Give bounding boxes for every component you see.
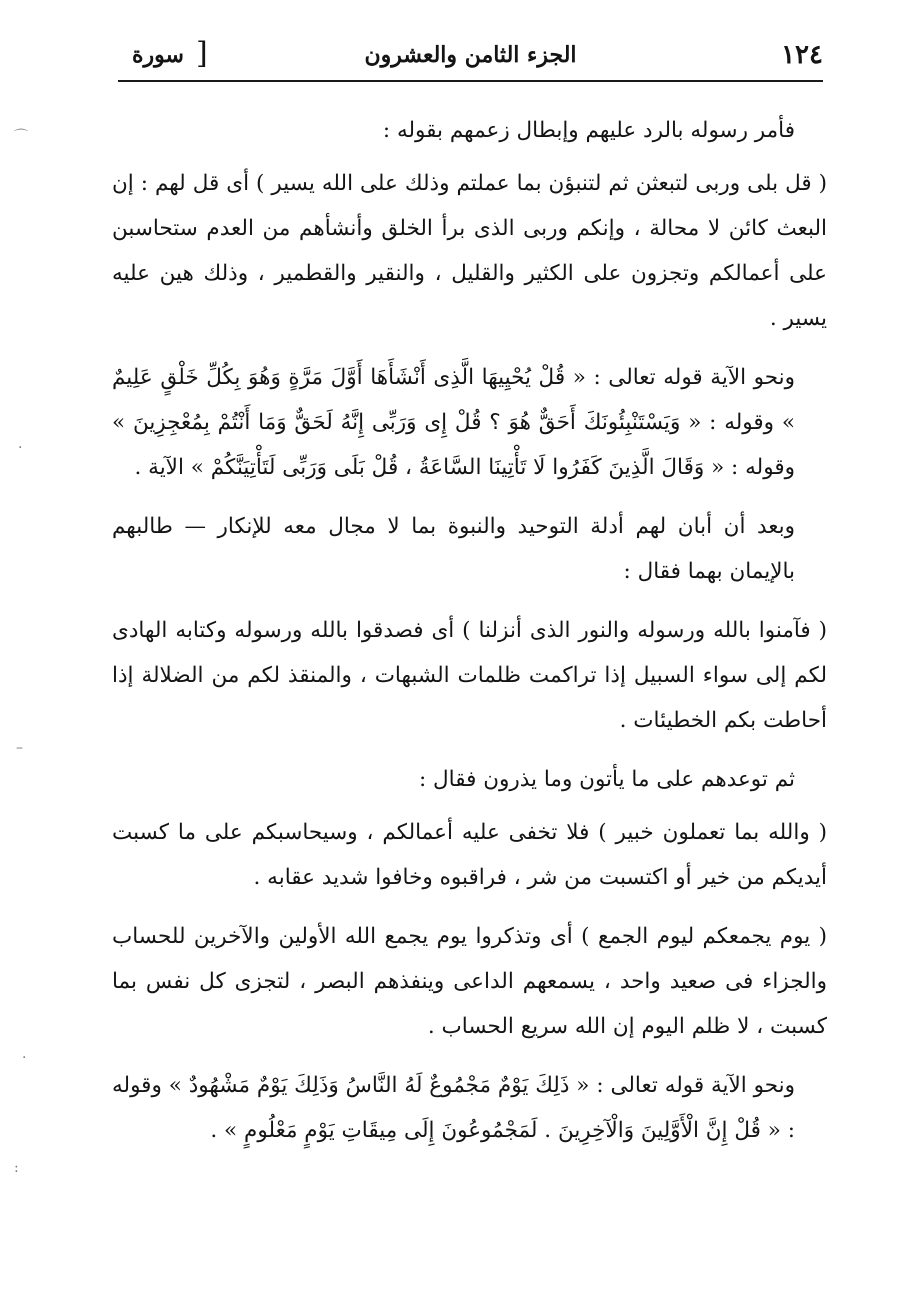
paragraph: ثم توعدهم على ما يأتون وما يذرون فقال :	[418, 767, 795, 792]
surah-bracket: [	[196, 36, 208, 71]
scan-speck: –	[16, 740, 23, 756]
page-header	[118, 36, 823, 76]
header-rule	[118, 80, 823, 82]
paragraph: ( فآمنوا بالله ورسوله والنور الذى أنزلنا ) أى فصدقوا بالله ورسوله وكتابه الهادى لكم إلى سواء السبيل إذا تراكمت ظلمات الشبهات ، والمنقذ لكم من الضلالة إذا أحاطت بكم الخطيئات .	[112, 618, 827, 733]
scan-speck: ·	[18, 440, 23, 456]
paragraph: ( والله بما تعملون خبير ) فلا تخفى عليه أعمالكم ، وسيحاسبكم على ما كسبت أيديكم من خير أو اكتسبت من شر ، فراقبوه وخافوا شديد عقابه .	[112, 820, 827, 890]
paragraph: ( يوم يجمعكم ليوم الجمع ) أى وتذكروا يوم يجمع الله الأولين والآخرين للحساب والجزاء فى صعيد واحد ، يسمعهم الداعى وينفذهم البصر ، لتجزى كل نفس بما كسبت ، لا ظلم اليوم إن الله سريع الحساب .	[112, 924, 827, 1039]
scan-speck: ·	[22, 1050, 27, 1066]
page-number: ١٢٤	[781, 40, 823, 70]
paragraph: ( قل بلى وربى لتبعثن ثم لتنبؤن بما عملتم وذلك على الله يسير ) أى قل لهم : إن البعث كائن لا محالة ، وإنكم وربى الذى برأ الخلق وأنشأهم من العدم ستحاسبن على أعمالكم وتجزون على الكثير والقليل ، والنقير والقطمير ، وذلك هين عليه يسير .	[112, 171, 827, 331]
paragraph: ونحو الآية قوله تعالى : « ذَلِكَ يَوْمٌ مَجْمُوعٌ لَهُ النَّاسُ وَذَلِكَ يَوْمٌ مَشْهُودٌ » وقوله : « قُلْ إِنَّ الْأَوَّلِينَ وَالْآخِرِينَ . لَمَجْمُوعُونَ إِلَى مِيقَاتِ يَوْمٍ مَعْلُومٍ » .	[112, 1073, 795, 1143]
scan-speck: ⌒	[14, 129, 28, 145]
paragraph: وبعد أن أبان لهم أدلة التوحيد والنبوة بما لا مجال معه للإنكار — طالبهم بالإيمان بهما فقال :	[112, 514, 795, 584]
paragraph: ونحو الآية قوله تعالى : « قُلْ يُحْيِيهَا الَّذِى أَنْشَأَهَا أَوَّلَ مَرَّةٍ وَهُوَ بِكُلِّ خَلْقٍ عَلِيمٌ » وقوله : « وَيَسْتَنْبِئُونَكَ أَحَقٌّ هُوَ ؟ قُلْ إِى وَرَبِّى إِنَّهُ لَحَقٌّ وَمَا أَنْتُمْ بِمُعْجِزِينَ » وقوله : « وَقَالَ الَّذِينَ كَفَرُوا لَا تَأْتِينَا السَّاعَةُ ، قُلْ بَلَى وَرَبِّى لَتَأْتِيَنَّكُمْ » الآية .	[112, 365, 795, 480]
page-body	[112, 108, 827, 1167]
scan-speck: :	[14, 1160, 19, 1176]
running-head: الجزء الثامن والعشرون	[364, 42, 577, 68]
paragraph: فأمر رسوله بالرد عليهم وإبطال زعمهم بقوله :	[382, 118, 795, 143]
surah-label: سورة	[132, 42, 184, 68]
